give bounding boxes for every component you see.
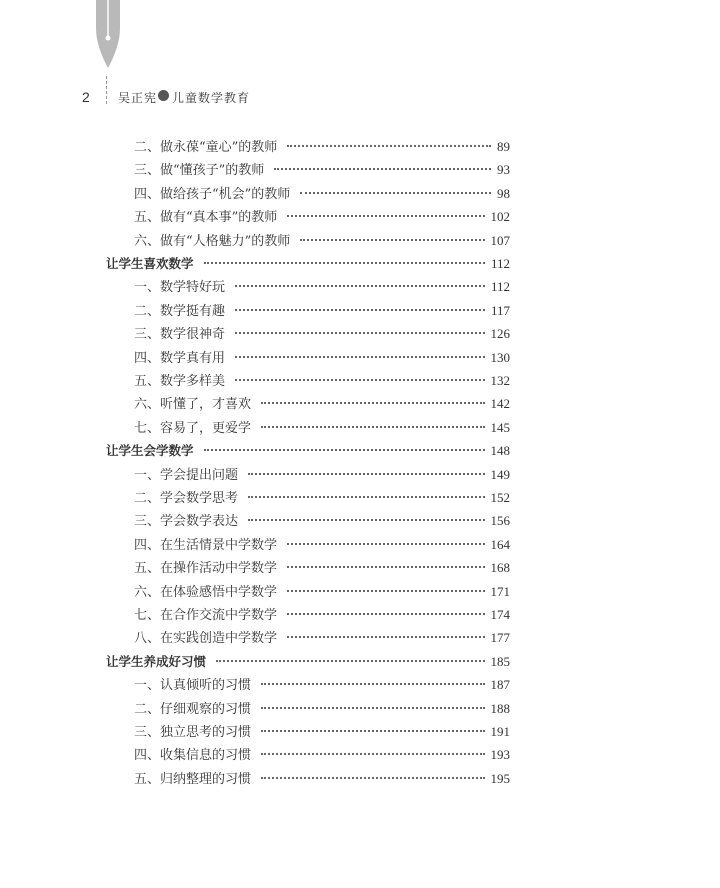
toc-entry-row[interactable] <box>134 745 510 765</box>
toc-entry-page: 168 <box>490 560 510 576</box>
toc-entry-row[interactable] <box>134 699 510 719</box>
header-divider <box>106 76 107 104</box>
toc-entry-row[interactable] <box>134 675 510 695</box>
toc-entry-page: 126 <box>490 326 510 342</box>
toc-entry-row[interactable] <box>134 488 510 508</box>
toc-entry-row[interactable] <box>134 301 510 321</box>
toc-dot-leader <box>235 308 485 311</box>
toc-entry-page: 145 <box>490 419 510 435</box>
toc-entry-page: 112 <box>490 279 510 295</box>
toc-entry-title: 三、学会数学表达 <box>134 514 239 530</box>
toc-entry-page: 148 <box>490 443 510 459</box>
toc-entry-page: 112 <box>490 256 510 271</box>
toc-entry-page: 102 <box>490 209 510 225</box>
toc-entry-title: 五、做有“真本事”的教师 <box>134 210 278 226</box>
toc-dot-leader <box>300 238 484 241</box>
toc-entry-title: 让学生喜欢数学 <box>106 256 194 271</box>
toc-dot-leader <box>235 378 484 381</box>
toc-entry-page: 174 <box>490 607 510 622</box>
toc-entry-row[interactable] <box>134 184 510 204</box>
toc-entry-title: 二、做永葆“童心”的教师 <box>134 140 278 155</box>
toc-entry-title: 让学生会学数学 <box>106 443 194 459</box>
toc-entry-page: 132 <box>490 373 510 388</box>
toc-entry-row[interactable] <box>134 137 510 157</box>
toc-dot-leader <box>261 729 484 732</box>
toc-entry-row[interactable] <box>134 371 510 391</box>
toc-dot-leader <box>261 706 484 709</box>
toc-entry-title: 六、做有“人格魅力”的教师 <box>134 233 291 249</box>
toc-entry-page: 171 <box>490 583 510 599</box>
toc-dot-leader <box>261 752 484 755</box>
toc-entry-row[interactable] <box>134 231 510 251</box>
toc-entry-row[interactable] <box>134 582 510 602</box>
toc-dot-leader <box>204 448 485 451</box>
toc-entry-row[interactable] <box>134 418 510 438</box>
toc-dot-leader <box>300 191 491 194</box>
toc-entry-page: 188 <box>490 700 510 716</box>
toc-entry-title: 六、听懂了，才喜欢 <box>134 397 252 413</box>
toc-entry-page: 156 <box>490 513 510 529</box>
toc-entry-title: 七、容易了，更爱学 <box>134 420 252 436</box>
toc-entry-title: 七、在合作交流中学数学 <box>134 608 278 623</box>
toc-entry-page: 152 <box>490 490 510 505</box>
toc-entry-title: 三、独立思考的习惯 <box>134 725 252 740</box>
toc-entry-row[interactable] <box>134 465 510 485</box>
toc-dot-leader <box>248 495 484 498</box>
toc-entry-title: 四、在生活情景中学数学 <box>134 537 278 553</box>
toc-dot-leader <box>235 355 484 358</box>
toc-dot-leader <box>287 542 484 545</box>
toc-entry-row[interactable] <box>134 535 510 555</box>
toc-entry-title: 五、归纳整理的习惯 <box>134 771 252 787</box>
toc-entry-row[interactable] <box>134 277 510 297</box>
page-number: 2 <box>82 89 90 105</box>
toc-entry-page: 177 <box>490 630 510 646</box>
toc-entry-title: 一、学会提出问题 <box>134 467 239 483</box>
toc-entry-row[interactable] <box>134 160 510 180</box>
toc-dot-leader <box>248 472 484 475</box>
toc-entry-page: 187 <box>490 677 510 693</box>
toc-entry-title: 一、认真倾听的习惯 <box>134 678 252 694</box>
toc-entry-page: 164 <box>490 536 510 552</box>
toc-entry-title: 四、收集信息的习惯 <box>134 748 252 764</box>
toc-entry-row[interactable] <box>134 324 510 344</box>
toc-entry-row[interactable] <box>134 207 510 227</box>
toc-dot-leader <box>235 284 485 287</box>
toc-chapter-row[interactable] <box>106 441 510 461</box>
toc-entry-row[interactable] <box>134 722 510 742</box>
header-bullet-icon <box>158 90 169 101</box>
toc-entry-page: 191 <box>490 724 510 739</box>
toc-dot-leader <box>261 401 484 404</box>
header-book-title: 儿童数学教育 <box>172 91 251 105</box>
header-author: 吴正宪 <box>118 91 158 105</box>
toc-entry-title: 一、数学特好玩 <box>134 280 226 296</box>
toc-dot-leader <box>235 331 484 334</box>
toc-entry-row[interactable] <box>134 628 510 648</box>
toc-dot-leader <box>287 214 484 217</box>
toc-dot-leader <box>274 167 491 170</box>
toc-dot-leader <box>287 565 484 568</box>
pen-nib-icon <box>92 0 124 70</box>
toc-entry-row[interactable] <box>134 558 510 578</box>
toc-entry-title: 五、在操作活动中学数学 <box>134 561 278 577</box>
toc-chapter-row[interactable] <box>106 652 510 672</box>
toc-entry-row[interactable] <box>134 394 510 414</box>
toc-dot-leader <box>248 518 484 521</box>
toc-dot-leader <box>287 635 484 638</box>
toc-entry-page: 149 <box>490 466 510 482</box>
toc-dot-leader <box>261 682 484 685</box>
toc-entry-title: 三、数学很神奇 <box>134 327 226 343</box>
toc-entry-title: 三、做“懂孩子”的教师 <box>134 163 265 179</box>
toc-dot-leader <box>287 589 484 592</box>
toc-entry-title: 四、做给孩子“机会”的教师 <box>134 186 291 202</box>
toc-entry-title: 二、数学挺有趣 <box>134 303 226 319</box>
toc-dot-leader <box>287 144 491 147</box>
toc-entry-title: 四、数学真有用 <box>134 350 226 366</box>
toc-entry-title: 八、在实践创造中学数学 <box>134 631 278 647</box>
toc-entry-title: 二、仔细观察的习惯 <box>134 701 252 717</box>
toc-dot-leader <box>216 659 484 662</box>
toc-dot-leader <box>204 261 485 264</box>
toc-entry-row[interactable] <box>134 605 510 625</box>
toc-entry-row[interactable] <box>134 511 510 531</box>
toc-entry-row[interactable] <box>134 348 510 368</box>
toc-entry-title: 二、学会数学思考 <box>134 491 239 506</box>
toc-entry-page: 142 <box>490 396 510 412</box>
toc-entry-title: 让学生养成好习惯 <box>106 653 207 669</box>
toc-entry-title: 六、在体验感悟中学数学 <box>134 584 278 600</box>
toc-entry-page: 195 <box>490 770 510 786</box>
toc-entry-page: 185 <box>490 653 510 669</box>
toc-entry-title: 五、数学多样美 <box>134 374 226 389</box>
toc-entry-page: 107 <box>490 232 510 248</box>
toc-entry-row[interactable] <box>134 769 510 789</box>
toc-entry-page: 89 <box>497 139 510 154</box>
toc-entry-page: 193 <box>490 747 510 763</box>
toc-chapter-row[interactable] <box>106 254 510 274</box>
toc-dot-leader <box>261 425 484 428</box>
toc-entry-page: 130 <box>490 349 510 365</box>
toc-entry-page: 98 <box>497 185 510 201</box>
toc-entry-page: 117 <box>490 302 510 318</box>
toc-entry-page: 93 <box>497 162 510 178</box>
toc-dot-leader <box>261 776 484 779</box>
toc-dot-leader <box>287 612 484 615</box>
